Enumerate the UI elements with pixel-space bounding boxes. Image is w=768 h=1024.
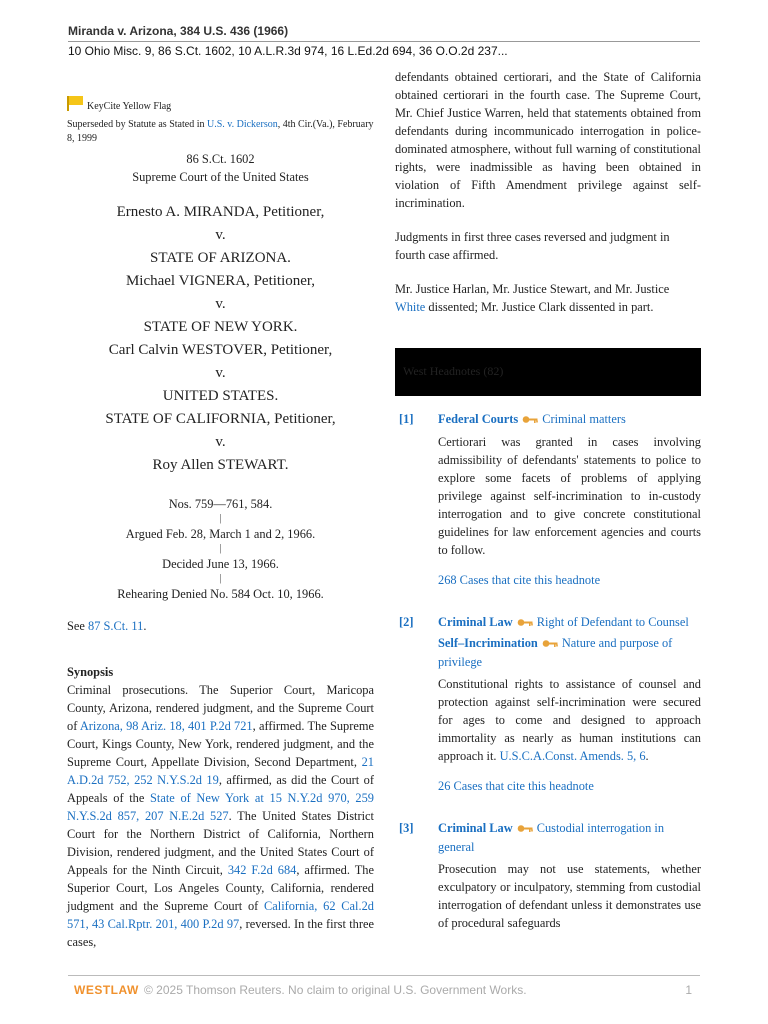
key-icon	[542, 635, 558, 653]
right-column	[395, 68, 701, 932]
page-footer	[68, 975, 700, 997]
subtopic-link[interactable]: Criminal matters	[542, 412, 626, 426]
party-line: STATE OF CALIFORNIA, Petitioner,	[105, 411, 336, 427]
headnote	[395, 410, 701, 589]
keycite-note: Superseded by Statute as Stated in U.S. v. Dickerson, 4th Cir.(Va.), February 8, 1999	[67, 119, 374, 144]
copyright-notice: © 2025 Thomson Reuters. No claim to original U.S. Government Works.	[144, 983, 527, 997]
page-number: 1	[685, 983, 692, 997]
party-line: Roy Allen STEWART.	[152, 457, 289, 473]
keycite-label: KeyCite Yellow Flag	[87, 101, 172, 112]
synopsis-heading: Synopsis	[67, 665, 114, 679]
docket-numbers: Nos. 759—761, 584.	[168, 497, 273, 511]
headnote	[395, 819, 701, 932]
party-line: Carl Calvin WESTOVER, Petitioner,	[108, 342, 333, 358]
party-line: UNITED STATES.	[162, 388, 279, 404]
party-line: STATE OF NEW YORK.	[143, 319, 298, 335]
topic-link[interactable]: Criminal Law	[438, 615, 513, 629]
yellow-flag-icon	[67, 96, 83, 116]
citation-link[interactable]: 21 A.D.2d 752, 252 N.Y.S.2d 19	[67, 755, 374, 787]
argued-date: Argued Feb. 28, March 1 and 2, 1966.	[125, 527, 316, 541]
headnote-topic	[438, 819, 701, 856]
subtopic-link[interactable]: Right of Defendant to Counsel	[536, 615, 689, 629]
synopsis-text: Criminal prosecutions. The Superior Court, Maricopa County, Arizona, rendered judgment, and the Supreme Court of Arizona, 98 Ariz. 18, 401 P.2d 721, affirmed. The Supreme Court, Kings County, New York, rendered judgment, and the Supreme Court, Appellate Division, Second Department, 21 A.D.2d 752, 252 N.Y.S.2d 19, affirmed, as did the Court of Appeals of the State of New York at 15 N.Y.2d 970, 259 N.Y.S.2d 857, 207 N.E.2d 527. The United States District Court for the Northern District of California, Northern Division, rendered judgment, and the United States Court of Appeals for the Ninth Circuit, 342 F.2d 684, affirmed. The Superior Court, Los Angeles County, California, rendered judgment and the Supreme Court of California, 62 Cal.2d 571, 43 Cal.Rptr. 201, 400 P.2d 97, reversed. In the first three cases,	[67, 683, 374, 949]
westlaw-logo: WESTLAW	[74, 983, 139, 997]
subtopic-link[interactable]: Custodial interrogation in general	[438, 821, 665, 854]
topic-link[interactable]: Federal Courts	[438, 412, 519, 426]
headnote	[395, 613, 701, 795]
party-line: v.	[215, 296, 226, 312]
citing-cases-link[interactable]: 26 Cases that cite this headnote	[438, 779, 594, 793]
west-headnotes-bar[interactable]: West Headnotes (82)	[395, 348, 701, 396]
court-name: Supreme Court of the United States	[132, 170, 309, 184]
rehearing-date: Rehearing Denied No. 584 Oct. 10, 1966.	[117, 587, 324, 601]
left-column	[67, 96, 374, 951]
decided-date: Decided June 13, 1966.	[162, 557, 279, 571]
citation-link[interactable]: 342 F.2d 684	[227, 863, 297, 877]
citation-link[interactable]: Arizona, 98 Ariz. 18, 401 P.2d 721	[79, 719, 253, 733]
subtopic-link[interactable]: Nature and purpose of privilege	[438, 636, 673, 669]
synopsis-continued: defendants obtained certiorari, and the State of California obtained certiorari in the fourth case. The Supreme Court, Mr. Chief Justice Warren, held that statements obtained from defendants during incommunicado interrogation in police-dominated atmosphere, without full warning of constitutional rights, were inadmissible as having been obtained in violation of Fifth Amendment privilege against self-incrimination.	[395, 70, 701, 210]
case-title: Miranda v. Arizona, 384 U.S. 436 (1966)	[68, 24, 289, 38]
headnote-topic	[438, 410, 701, 429]
dissent-text: Mr. Justice Harlan, Mr. Justice Stewart, and Mr. Justice White dissented; Mr. Justice Clark dissented in part.	[395, 282, 670, 314]
topic-link[interactable]: Criminal Law	[438, 821, 513, 835]
citing-cases-link[interactable]: 268 Cases that cite this headnote	[438, 573, 601, 587]
topic-link[interactable]: Self–Incrimination	[438, 636, 538, 650]
judgment-text: Judgments in first three cases reversed and judgment in fourth case affirmed.	[395, 230, 670, 262]
parties-block	[67, 201, 374, 477]
reporter-citation: 86 S.Ct. 1602	[186, 152, 255, 166]
party-line: v.	[215, 434, 226, 450]
headnote-topic	[438, 634, 701, 671]
key-icon	[522, 411, 538, 429]
docket-block	[67, 495, 374, 603]
see-also-link[interactable]: 87 S.Ct. 11	[88, 619, 144, 633]
party-line: Michael VIGNERA, Petitioner,	[125, 273, 316, 289]
headnote-text: Prosecution may not use statements, whether exculpatory or inculpatory, stemming from custodial interrogation of defendant unless it demonstrates use of procedural safeguards	[438, 862, 701, 930]
headnote-number[interactable]: [3]	[399, 821, 414, 835]
header-divider	[68, 41, 700, 42]
party-line: v.	[215, 365, 226, 381]
synopsis-section	[67, 663, 374, 951]
parallel-citations: 10 Ohio Misc. 9, 86 S.Ct. 1602, 10 A.L.R.3d 974, 16 L.Ed.2d 694, 36 O.O.2d 237...	[68, 44, 508, 58]
dickerson-link[interactable]: U.S. v. Dickerson	[206, 119, 278, 130]
separator: |	[219, 573, 222, 584]
justice-white-link[interactable]: White	[395, 300, 426, 314]
keycite-flag[interactable]	[67, 96, 374, 116]
separator: |	[219, 513, 222, 524]
party-line: STATE OF ARIZONA.	[150, 250, 291, 266]
headnote-number[interactable]: [1]	[399, 412, 414, 426]
party-line: Ernesto A. MIRANDA, Petitioner,	[116, 204, 325, 220]
statute-link[interactable]: U.S.C.A.Const. Amends. 5, 6	[499, 749, 646, 763]
see-also: See 87 S.Ct. 11.	[67, 619, 147, 633]
key-icon	[517, 820, 533, 838]
citation-link[interactable]: State of New York at 15 N.Y.2d 970, 259 N.Y.S.2d 857, 207 N.E.2d 527	[67, 791, 374, 823]
headnote-topic	[438, 613, 701, 632]
citation-link[interactable]: California, 62 Cal.2d 571, 43 Cal.Rptr. 201, 400 P.2d 97	[67, 899, 374, 931]
headnote-text: Certiorari was granted in cases involving admissibility of defendants' statements to police to explore some facets of problems of applying privilege against self-incrimination to in-custody interrogation and to give concrete constitutional guidelines for law enforcement agencies and courts to follow.	[438, 435, 701, 557]
key-icon	[517, 614, 533, 632]
headnote-text: Constitutional rights to assistance of counsel and protection against self-incrimination were secured for ages to come and designed to approach immortality as nearly as human institutions can approach it. U.S.C.A.Const. Amends. 5, 6.	[438, 677, 701, 763]
party-line: v.	[215, 227, 226, 243]
headnote-number[interactable]: [2]	[399, 615, 414, 629]
separator: |	[219, 543, 222, 554]
